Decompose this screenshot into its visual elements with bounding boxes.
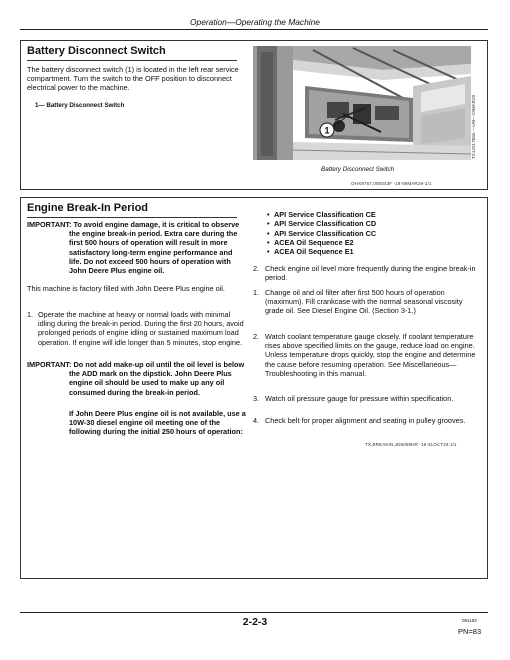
alternate-oil-note: If John Deere Plus engine oil is not available, use a 10W-30 diesel engine oil meeting one of the following during the initial 250 hours of operation: [69,409,246,437]
battery-section-title: Battery Disconnect Switch [27,45,166,57]
battery-image-caption: Battery Disconnect Switch [321,166,395,173]
break-in-section-reference: TX,BREAKIN,JD5089HR -19-31OCT24-1/1 [365,442,457,447]
oil-classification-item: • ACEA Oil Sequence E2 [267,238,376,247]
step-text: Check engine oil level more frequently during the engine break-in period. [265,264,476,283]
battery-section-reference: OHX9757,000043F -19-09MAR29-1/1 [351,181,432,186]
step-text: Change oil and oil filter after first 500 hours of operation (maximum). Fill crankcase with the normal seasonal viscosity grade oil. See Diesel Engine Oil. (Section 3-1.) [265,288,463,316]
footer-code: 091183 [462,618,477,623]
oil-classification-item: • ACEA Oil Sequence E1 [267,247,376,256]
step-number: 3. [253,394,260,403]
step-number: 1. [253,288,260,297]
oil-classification-list [267,210,376,256]
important-notice-1: IMPORTANT: To avoid engine damage, it is critical to observe the engine break-in period. Extra care during the first 500 hours of operation will result in more satisfactory long-term engine performance and life. Do not exceed 500 hours of operation with John Deere Plus engine oil. [27,220,240,276]
step-text: Check belt for proper alignment and seating in pulley grooves. [265,416,466,425]
pn-number: PN=83 [458,627,482,636]
break-in-title-rule [27,217,237,218]
step-number: 4. [253,416,260,425]
running-header: Operation—Operating the Machine [190,17,320,27]
battery-switch-illustration [253,46,471,160]
step-text: Watch oil pressure gauge for pressure within specification. [265,394,454,403]
oil-classification-item: • API Service Classification CC [267,229,376,238]
step-1-number: 1. [27,310,34,319]
step-text: Watch coolant temperature gauge closely. If coolant temperature rises above specified limits on the gauge, reduce load on engine. Unless temperature drops quickly, stop the engine and determine the cause before resuming operation. See Miscellaneous—Troubleshooting in this manual. [265,332,476,378]
oil-classification-item: • API Service Classification CE [267,210,376,219]
step-1-text: Operate the machine at heavy or normal loads with minimal idling during the break-in period. During the first 20 hours, avoid prolonged periods of engine idling or sustained maximum load operation. If engine will idle longer than 5 minutes, stop engine. [38,310,244,347]
battery-legend: 1— Battery Disconnect Switch [35,102,125,109]
engine-break-in-section [20,197,488,579]
battery-body-text: The battery disconnect switch (1) is located in the left rear service compartment. Turn the switch to the OFF position to disconnect electrical power to the machine. [27,65,239,93]
step-number: 2. [253,264,260,273]
callout-number: 1 [324,125,330,136]
header-rule [20,29,488,30]
image-reference-code: TX1201768A —UN—19MAR29 [471,94,476,159]
break-in-section-title: Engine Break-In Period [27,202,149,214]
battery-title-rule [27,60,237,61]
oil-classification-item: • API Service Classification CD [267,219,376,228]
page-number: 2-2-3 [242,616,268,628]
step-number: 2. [253,332,260,341]
important-notice-2: IMPORTANT: Do not add make-up oil until the oil level is below the ADD mark on the dipstick. John Deere Plus engine oil should be used to make up any oil consumed during the break-in period. [27,360,245,397]
factory-fill-note: This machine is factory filled with John Deere Plus engine oil. [27,284,225,293]
footer-rule [20,612,488,613]
battery-disconnect-section [20,40,488,190]
